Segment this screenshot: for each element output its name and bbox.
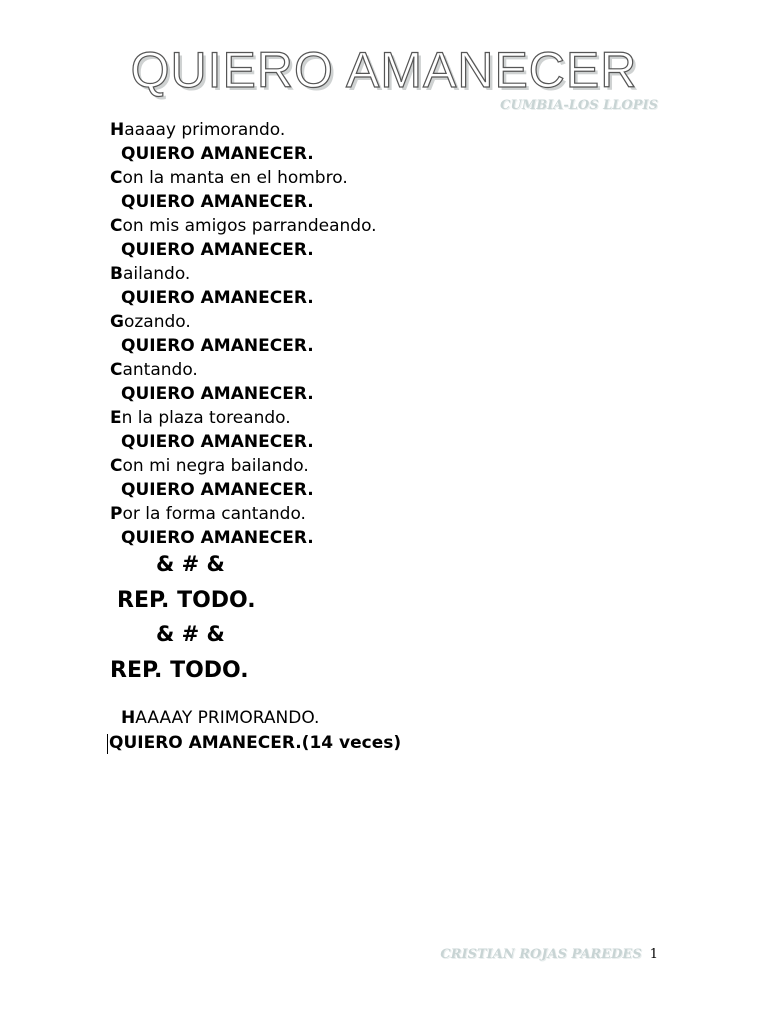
verse-text: ozando. bbox=[123, 312, 191, 332]
verse-text: on la manta en el hombro. bbox=[122, 168, 348, 188]
verse-initial: E bbox=[110, 408, 122, 428]
verse-line bbox=[110, 454, 670, 478]
text-cursor bbox=[107, 734, 108, 754]
final-chorus-line: QUIERO AMANECER.(14 veces) bbox=[109, 733, 402, 753]
verse-initial: H bbox=[121, 708, 136, 728]
verse-initial: P bbox=[110, 504, 123, 524]
section-symbol: & # & bbox=[156, 622, 225, 646]
verse-text: aaaay primorando. bbox=[124, 120, 286, 140]
lyrics-body bbox=[109, 118, 670, 753]
verse-text: AAAAY PRIMORANDO. bbox=[135, 708, 320, 728]
chorus-line: QUIERO AMANECER. bbox=[121, 144, 314, 164]
verse-initial: G bbox=[110, 312, 124, 332]
repeat-note: REP. TODO. bbox=[117, 588, 256, 613]
song-title: QUIERO AMANECER bbox=[130, 42, 638, 98]
footer-author: CRISTIAN ROJAS PAREDES bbox=[440, 947, 642, 962]
verse-line bbox=[110, 406, 670, 430]
verse-text: on mi negra bailando. bbox=[122, 456, 309, 476]
verse-line bbox=[110, 214, 670, 238]
verse-initial: C bbox=[110, 168, 123, 188]
chorus-line: QUIERO AMANECER. bbox=[121, 192, 314, 212]
repeat-note: REP. TODO. bbox=[110, 658, 249, 683]
chorus-line: QUIERO AMANECER. bbox=[121, 432, 314, 452]
page-number: 1 bbox=[649, 947, 658, 962]
verse-initial: B bbox=[110, 264, 123, 284]
verse-initial: C bbox=[110, 216, 123, 236]
verse-initial: C bbox=[110, 360, 123, 380]
verse-initial: C bbox=[110, 456, 123, 476]
chorus-line: QUIERO AMANECER. bbox=[121, 240, 314, 260]
section-symbol: & # & bbox=[156, 552, 225, 576]
chorus-line: QUIERO AMANECER. bbox=[121, 288, 314, 308]
verse-line bbox=[110, 502, 670, 526]
song-subtitle: CUMBIA-LOS LLOPIS bbox=[500, 98, 658, 113]
verse-line bbox=[110, 262, 670, 286]
verse-line bbox=[110, 358, 670, 382]
verse-initial: H bbox=[110, 120, 125, 140]
chorus-line: QUIERO AMANECER. bbox=[121, 336, 314, 356]
verse-line bbox=[110, 166, 670, 190]
verse-text: or la forma cantando. bbox=[122, 504, 306, 524]
final-verse-line bbox=[121, 706, 319, 730]
chorus-line: QUIERO AMANECER. bbox=[121, 384, 314, 404]
verse-line bbox=[110, 118, 670, 142]
chorus-line: QUIERO AMANECER. bbox=[121, 480, 314, 500]
verse-text: ailando. bbox=[122, 264, 191, 284]
verse-text: n la plaza toreando. bbox=[121, 408, 291, 428]
chorus-line: QUIERO AMANECER. bbox=[121, 528, 314, 548]
verse-text: antando. bbox=[122, 360, 198, 380]
page-footer bbox=[440, 947, 658, 962]
verse-text: on mis amigos parrandeando. bbox=[122, 216, 377, 236]
verse-line bbox=[110, 310, 670, 334]
